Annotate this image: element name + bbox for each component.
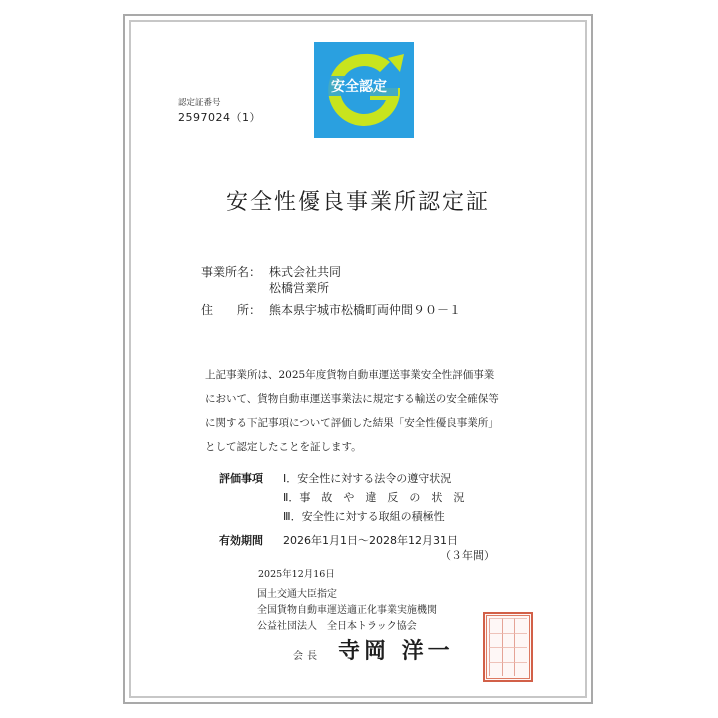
issuer-line: 国土交通大臣指定: [257, 589, 337, 600]
statement-line: に関する下記事項について評価した結果「安全性優良事業所」: [205, 417, 499, 429]
validity-label: 有効期間: [219, 534, 263, 547]
cert-number: 2597024（1）: [178, 111, 261, 124]
evaluation-item: Ⅲ．安全性に対する取組の積極性: [283, 510, 445, 523]
statement-line: において、貨物自動車運送事業法に規定する輸送の安全確保等: [205, 393, 499, 405]
mark-label: 安全認定: [331, 79, 387, 95]
safety-certification-g-mark: [314, 42, 414, 138]
address-value: 熊本県宇城市松橋町両仲間９０－１: [269, 303, 462, 317]
office-name-line2: 松橋営業所: [269, 281, 330, 295]
issue-date: 2025年12月16日: [258, 569, 335, 580]
certificate: [123, 14, 593, 704]
cert-number-label: 認定証番号: [178, 98, 221, 108]
office-name-line1: 株式会社共同: [269, 265, 342, 279]
official-seal: [483, 612, 533, 682]
evaluation-label: 評価事項: [219, 472, 263, 485]
issuer-line: 全国貨物自動車運送適正化事業実施機関: [257, 605, 437, 616]
certification-statement: [205, 363, 540, 459]
president-title: 会長: [293, 651, 321, 662]
validity-years: （３年間）: [440, 549, 495, 562]
seal-characters: [489, 618, 527, 676]
office-name-label: 事業所名：: [201, 265, 262, 279]
certificate-title: 安全性優良事業所認定証: [225, 190, 490, 215]
evaluation-item: Ⅰ．安全性に対する法令の遵守状況: [283, 472, 452, 485]
issuer-line: 公益社団法人 全日本トラック協会: [257, 621, 417, 632]
statement-line: 上記事業所は、2025年度貨物自動車運送事業安全性評価事業: [205, 369, 495, 381]
address-label: 住 所：: [201, 303, 262, 317]
statement-line: として認定したことを証します。: [205, 441, 362, 453]
evaluation-item: Ⅱ．事 故 や 違 反 の 状 況: [283, 491, 465, 504]
validity-period: 2026年1月1日～2028年12月31日: [283, 534, 458, 547]
president-name: 寺岡 洋一: [338, 638, 454, 664]
